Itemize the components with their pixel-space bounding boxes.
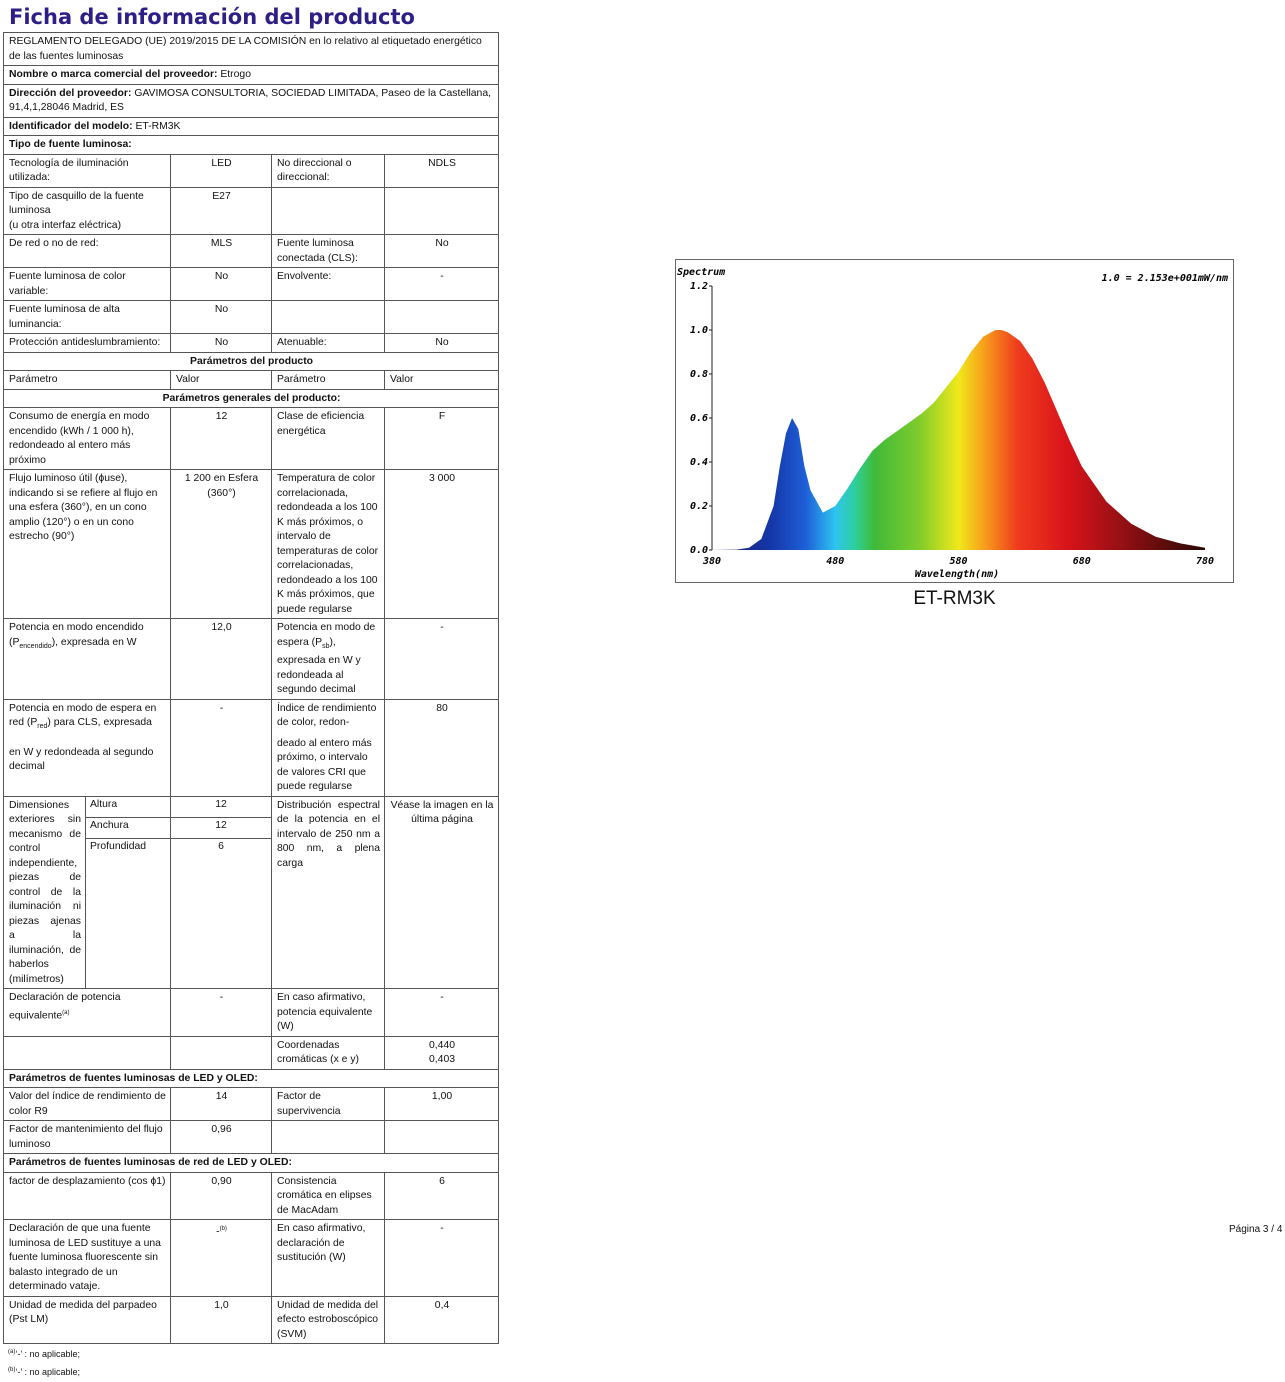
col-value-header: Valor <box>171 371 272 390</box>
flux-label: Flujo luminoso útil (ɸuse), indicando si se refiere al flujo en una esfera (360°), en un cono amplio (120°) o en un cono estrecho (90°) <box>4 470 171 619</box>
replacement-watt-value: - <box>385 1220 499 1297</box>
y-tick-label: 0.0 <box>689 545 708 556</box>
width-label: Anchura <box>86 817 171 838</box>
equivalent-power-label <box>4 989 171 1037</box>
spd-label: Distribución espectral de la potencia en el intervalo de 250 nm a 800 nm, a plena carga <box>272 796 385 989</box>
power-factor-value: 0,90 <box>171 1172 272 1220</box>
network-standby-label <box>4 699 171 796</box>
on-mode-power-sub: encendido <box>19 642 52 650</box>
footnote-b-mark: (b) <box>8 1367 16 1374</box>
height-label: Altura <box>86 796 171 817</box>
tech-label: Tecnología de iluminación utilizada: <box>4 154 171 187</box>
flux-maintenance-value: 0,96 <box>171 1121 272 1154</box>
footnote-b <box>3 1362 497 1381</box>
depth-value: 6 <box>171 839 272 989</box>
energy-value: 12 <box>171 408 272 470</box>
led-params-title: Parámetros de fuentes luminosas de LED y OLED: <box>4 1069 499 1088</box>
chromaticity-y: 0,403 <box>429 1054 456 1066</box>
spectrum-caption: ET-RM3K <box>913 588 996 609</box>
macadam-label: Consistencia cromática en elipses de MacAdam <box>272 1172 385 1220</box>
cri-value: 80 <box>385 699 499 796</box>
model-label: Identificador del modelo: <box>9 120 133 132</box>
col-value-header-2: Valor <box>385 371 499 390</box>
model-value: ET-RM3K <box>135 120 181 132</box>
width-value: 12 <box>171 817 272 838</box>
cct-label: Temperatura de color correlacionada, redondeada a los 100 K más próximos, o intervalo de temperaturas de color correlacionadas, redondeado a los 100 K más próximos, que puede regularse <box>272 470 385 619</box>
macadam-value: 6 <box>385 1172 499 1220</box>
product-info-table <box>3 32 499 1344</box>
envelope-label: Envolvente: <box>272 268 385 301</box>
x-tick-label: 680 <box>1072 556 1091 567</box>
col-param-header-2: Parámetro <box>272 371 385 390</box>
supplier-address-row <box>4 84 499 117</box>
standby-power-sub: sb <box>322 642 330 650</box>
supplier-name-row <box>4 66 499 85</box>
spd-value: Véase la imagen en la última página <box>385 796 499 989</box>
page-number: Página 3 / 4 <box>1229 1224 1283 1235</box>
mains-led-params-title: Parámetros de fuentes luminosas de red de LED y OLED: <box>4 1154 499 1173</box>
mains-value: MLS <box>171 235 272 268</box>
directional-value: NDLS <box>385 154 499 187</box>
spectrum-scale-note: 1.0 = 2.153e+001mW/nm <box>1101 273 1228 284</box>
envelope-value: - <box>385 268 499 301</box>
footnote-b-text: ‘-’ : no aplicable; <box>15 1367 81 1378</box>
supplier-address-value: GAVIMOSA CONSULTORIA, SOCIEDAD LIMITADA, Paseo de la Castellana, 91,4,1,28046 Madrid, ES <box>9 87 491 113</box>
efficiency-class-value: F <box>385 408 499 470</box>
standby-power-label-b: ), expresada en W y redondeada al segundo decimal <box>277 636 361 696</box>
dimmable-value: No <box>385 334 499 353</box>
standby-power-label-a: Potencia en modo de espera (P <box>277 622 376 648</box>
on-mode-power-label-a: Potencia en modo encendido (P <box>9 622 144 648</box>
model-row <box>4 117 499 136</box>
mains-label: De red o no de red: <box>4 235 171 268</box>
footnote-a-mark: (a) <box>8 1349 16 1356</box>
on-mode-power-label-b: ), expresada en W <box>51 636 137 648</box>
cls-label: Fuente luminosa conectada (CLS): <box>272 235 385 268</box>
replacement-value-text: - <box>216 1226 220 1238</box>
x-tick-label: 580 <box>949 556 968 567</box>
r9-value: 14 <box>171 1088 272 1121</box>
x-axis-label: Wavelength(nm) <box>914 569 1000 580</box>
params-title: Parámetros del producto <box>4 352 499 371</box>
equivalent-watt-value: - <box>385 989 499 1037</box>
spectrum-title: Spectrum <box>677 267 726 278</box>
x-tick-label: 380 <box>702 556 722 567</box>
colour-tunable-value: No <box>171 268 272 301</box>
anti-glare-label: Protección antideslumbramiento: <box>4 334 171 353</box>
cri-label <box>272 699 385 796</box>
cri-label-a: Índice de rendimiento de color, redon- <box>277 702 377 729</box>
chromaticity-x: 0,440 <box>429 1039 456 1051</box>
y-tick-label: 1.2 <box>689 281 708 292</box>
efficiency-class-label: Clase de eficiencia energética <box>272 408 385 470</box>
y-tick-label: 0.4 <box>689 457 708 468</box>
energy-label: Consumo de energía en modo encendido (kWh / 1 000 h), redondeado al entero más próximo <box>4 408 171 470</box>
y-tick-label: 0.6 <box>689 413 708 424</box>
replacement-label: Declaración de que una fuente luminosa de LED sustituye a una fuente luminosa fluorescente sin balasto integrado de un determinado vataje. <box>4 1220 171 1297</box>
y-tick-label: 1.0 <box>689 325 708 336</box>
chromaticity-value <box>385 1036 499 1069</box>
cls-value: No <box>385 235 499 268</box>
network-standby-sub: red <box>37 723 48 731</box>
cap-label <box>4 187 171 235</box>
network-standby-label-c: en W y redondeada al segundo decimal <box>9 741 166 775</box>
replacement-value <box>171 1220 272 1297</box>
cap-value: E27 <box>171 187 272 235</box>
network-standby-label-b: ) para CLS, expresada <box>47 717 152 729</box>
on-mode-power-value: 12,0 <box>171 619 272 700</box>
x-tick-label: 480 <box>826 556 845 567</box>
height-value: 12 <box>171 796 272 817</box>
flux-value: 1 200 en Esfera (360°) <box>171 470 272 619</box>
col-param-header: Parámetro <box>4 371 171 390</box>
equivalent-power-value: - <box>171 989 272 1037</box>
flicker-label: Unidad de medida del parpadeo (Pst LM) <box>4 1296 171 1344</box>
flicker-value: 1,0 <box>171 1296 272 1344</box>
equivalent-power-label-text: Declaración de potencia equivalente <box>9 992 121 1022</box>
supplier-name-label: Nombre o marca comercial del proveedor: <box>9 69 218 80</box>
survival-label: Factor de supervivencia <box>272 1088 385 1121</box>
r9-label: Valor del índice de rendimiento de color R9 <box>4 1088 171 1121</box>
regulation-text: REGLAMENTO DELEGADO (UE) 2019/2015 DE LA COMISIÓN en lo relativo al etiquetado energético de las fuentes luminosas <box>4 33 499 66</box>
equivalent-watt-label: En caso afirmativo, potencia equivalente (W) <box>272 989 385 1037</box>
replacement-watt-label: En caso afirmativo, declaración de sustitución (W) <box>272 1220 385 1297</box>
supplier-name-value: Etrogo <box>220 69 251 80</box>
stroboscopic-value: 0,4 <box>385 1296 499 1344</box>
spectrum-chart <box>675 259 1234 583</box>
network-standby-value: - <box>171 699 272 796</box>
cap-label-line2: (u otra interfaz eléctrica) <box>9 219 122 231</box>
high-luminance-value: No <box>171 301 272 334</box>
page-title: Ficha de información del producto <box>9 5 415 29</box>
tech-value: LED <box>171 154 272 187</box>
depth-label: Profundidad <box>86 839 171 989</box>
equivalent-power-sup: (a) <box>62 1009 70 1016</box>
dimmable-label: Atenuable: <box>272 334 385 353</box>
high-luminance-label: Fuente luminosa de alta luminancia: <box>4 301 171 334</box>
power-factor-label: factor de desplazamiento (cos ɸ1) <box>4 1172 171 1220</box>
source-type-label: Tipo de fuente luminosa: <box>4 136 499 155</box>
cap-label-line1: Tipo de casquillo de la fuente luminosa <box>9 190 144 216</box>
general-params-title: Parámetros generales del producto: <box>4 389 499 408</box>
survival-value: 1,00 <box>385 1088 499 1121</box>
directional-label: No direccional o direccional: <box>272 154 385 187</box>
supplier-address-label: Dirección del proveedor: <box>9 87 132 99</box>
network-standby-label-a: Potencia en modo de espera en red (P <box>9 702 157 729</box>
x-tick-label: 780 <box>1195 556 1215 567</box>
flux-maintenance-label: Factor de mantenimiento del flujo luminoso <box>4 1121 171 1154</box>
cct-value: 3 000 <box>385 470 499 619</box>
anti-glare-value: No <box>171 334 272 353</box>
on-mode-power-label <box>4 619 171 700</box>
footnote-a <box>3 1344 497 1363</box>
footnote-a-text: ‘-’ : no aplicable; <box>15 1349 81 1360</box>
standby-power-label <box>272 619 385 700</box>
cri-label-b: deado al entero más próximo, o intervalo de valores CRI que puede regularse <box>277 737 372 793</box>
dimensions-label: Dimensiones exteriores sin mecanismo de control independiente, piezas de control de la iluminación ni piezas ajenas a la iluminación, de haberlos (milímetros) <box>4 796 86 989</box>
y-tick-label: 0.2 <box>689 501 708 512</box>
replacement-sup: (b) <box>219 1226 227 1233</box>
stroboscopic-label: Unidad de medida del efecto estroboscópico (SVM) <box>272 1296 385 1344</box>
chromaticity-label: Coordenadas cromáticas (x e y) <box>272 1036 385 1069</box>
standby-power-value: - <box>385 619 499 700</box>
colour-tunable-label: Fuente luminosa de color variable: <box>4 268 171 301</box>
product-information-sheet <box>3 2 497 1381</box>
y-tick-label: 0.8 <box>689 369 708 380</box>
